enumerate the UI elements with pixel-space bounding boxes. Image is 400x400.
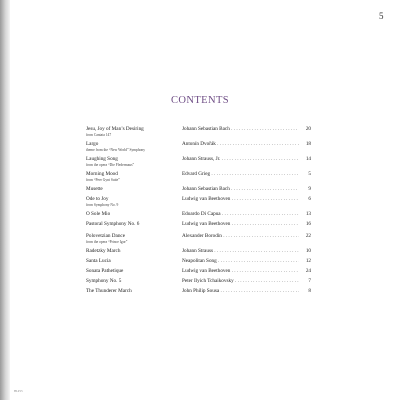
toc-entry <box>86 258 311 265</box>
composer-name: Alexander Borodin . . . <box>182 233 299 240</box>
composer-name: Peter Ilyich Tchaikovsky . . . <box>182 278 299 285</box>
composer-name: Ludwig van Beethoven . . . <box>182 221 299 228</box>
toc-entry-row <box>86 156 311 163</box>
piece-title: The Thunderer March <box>86 288 132 294</box>
piece-title: Jesu, Joy of Man’s Desiring <box>86 126 144 132</box>
entry-page-number: 22 <box>305 233 311 239</box>
piece-title: Santa Lucia <box>86 258 111 264</box>
composer-name: John Philip Sousa . . . <box>182 288 299 295</box>
entry-page-number: 7 <box>308 278 311 284</box>
composer-name: Johann Sebastian Bach . . . <box>182 186 299 193</box>
piece-title: O Sole Mio <box>86 211 111 217</box>
toc-entry <box>86 126 311 137</box>
toc-entry-row <box>86 248 311 255</box>
piece-title: Ode to Joy <box>86 196 109 202</box>
piece-title: Musette <box>86 186 103 192</box>
entry-page-number: 14 <box>305 156 311 162</box>
toc-entry <box>86 278 311 285</box>
page-number: 5 <box>379 11 384 21</box>
piece-title: Largo <box>86 141 99 147</box>
contents-heading: CONTENTS <box>170 95 230 106</box>
composer-name: Ludwig van Beethoven . . . <box>182 268 299 275</box>
piece-subtitle: theme from the “New World” Symphony <box>86 147 146 152</box>
composer-name: Edoardo Di Capua . . . <box>182 211 299 218</box>
toc-entry <box>86 288 311 295</box>
entry-page-number: 8 <box>308 288 311 294</box>
piece-subtitle: from Cantata 147 <box>86 132 112 137</box>
piece-title: Laughing Song <box>86 156 118 162</box>
piece-title: Morning Mood <box>86 171 118 177</box>
footer-code: HLP15 <box>14 389 23 393</box>
toc-entry-row <box>86 258 311 265</box>
piece-subtitle: from “Peer Gynt Suite” <box>86 177 120 182</box>
toc-entry-row <box>86 171 311 178</box>
entry-page-number: 16 <box>305 221 311 227</box>
composer-name: Edvard Grieg . . . <box>182 171 299 178</box>
toc-entry-row <box>86 186 311 193</box>
composer-name: Neapolitan Song . . . <box>182 258 299 265</box>
piece-title: Radetzky March <box>86 248 121 254</box>
toc-entry <box>86 211 311 218</box>
piece-title: Polovetzian Dance <box>86 233 126 239</box>
toc-entry-row <box>86 233 311 240</box>
composer-name: Johann Strauss . . . <box>182 248 299 255</box>
piece-title: Sonata Pathetique <box>86 268 124 274</box>
entry-page-number: 9 <box>308 186 311 192</box>
toc-entry <box>86 196 311 207</box>
toc-entry-row <box>86 211 311 218</box>
page-binding-shadow <box>0 0 10 400</box>
toc-entry-row <box>86 141 311 148</box>
toc-entry-row <box>86 221 311 228</box>
entry-page-number: 13 <box>305 211 311 217</box>
entry-page-number: 5 <box>308 171 311 177</box>
toc-entry <box>86 268 311 275</box>
entry-page-number: 10 <box>305 248 311 254</box>
toc-entry-row <box>86 126 311 133</box>
piece-title: Pastoral Symphony No. 6 <box>86 221 140 227</box>
toc-entry <box>86 171 311 182</box>
composer-name: Ludwig van Beethoven . . . <box>182 196 299 203</box>
toc-entry-row <box>86 196 311 203</box>
toc-entry <box>86 221 311 228</box>
entry-page-number: 24 <box>305 268 311 274</box>
entry-page-number: 20 <box>305 126 311 132</box>
piece-subtitle: from the opera “Prince Igor” <box>86 239 128 244</box>
entry-page-number: 6 <box>308 196 311 202</box>
toc-entry <box>86 248 311 255</box>
toc-entry <box>86 141 311 152</box>
toc-entry-row <box>86 278 311 285</box>
composer-name: Johann Sebastian Bach . . . <box>182 126 299 133</box>
composer-name: Antonín Dvořák . . . <box>182 141 299 148</box>
entry-page-number: 12 <box>305 258 311 264</box>
piece-title: Symphony No. 5 <box>86 278 122 284</box>
toc-entry <box>86 186 311 193</box>
toc-entry-row <box>86 288 311 295</box>
toc-entry <box>86 156 311 167</box>
composer-name: Johann Strauss, Jr. . . . <box>182 156 299 163</box>
toc-entry-row <box>86 268 311 275</box>
piece-subtitle: from the opera “Die Fledermaus” <box>86 162 135 167</box>
entry-page-number: 18 <box>305 141 311 147</box>
piece-subtitle: from Symphony No. 9 <box>86 202 119 207</box>
toc-entry <box>86 233 311 244</box>
